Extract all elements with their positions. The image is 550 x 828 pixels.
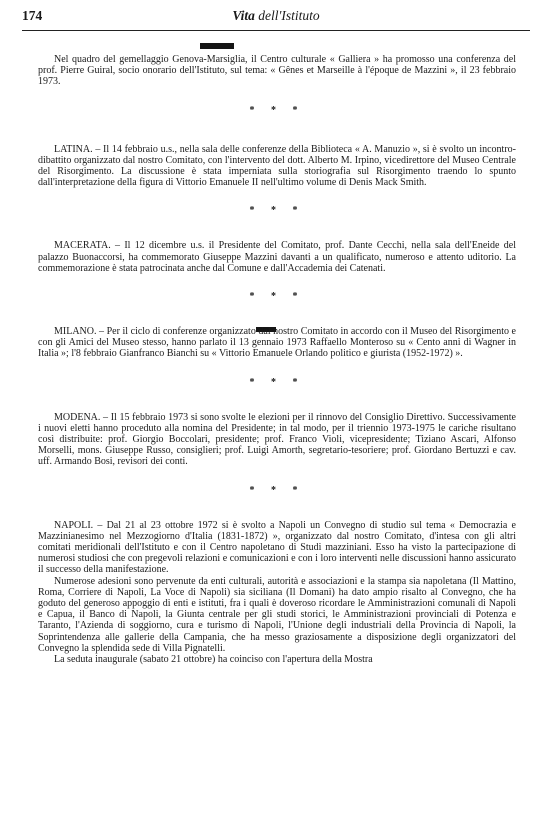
section-separator: * * * xyxy=(249,291,305,303)
running-title-main: Vita xyxy=(232,8,255,23)
paragraph-modena: MODENA. – Il 15 febbraio 1973 si sono svolte le elezioni per il rinnovo del Consiglio Direttivo. Successivamente i nuovi eletti hanno proceduto alla nomina del Presidente; in tal modo, per il triennio 1973-1975 le cariche risultano così distribuite: prof. Giorgio Boccolari, presidente; prof. Franco Violi, vicepresidente; Tiziano Ascari, Alfonso Morselli, mons. Giuseppe Russo, consiglieri; prof. Luigi Amorth, segretario-tesoriere; prof. Giordano Bertuzzi e cav. uff. Armando Bosi, revisori dei conti. xyxy=(38,411,516,468)
section-separator: * * * xyxy=(249,104,305,116)
paragraph-napoli-3: La seduta inaugurale (sabato 21 ottobre) ha coinciso con l'apertura della Mostra xyxy=(54,654,373,666)
paragraph-latina: LATINA. – Il 14 febbraio u.s., nella sala delle conferenze della Biblioteca « A. Manuzio », si è svolto un incontro-dibattito organizzato dal nostro Comitato, con l'intervento del dott. Alberto M. Irpino, vicedirettore del Museo Centrale del Risorgimento. La discussione è stata imperniata sulla storiografia sul Risorgimento traendo lo spunto dall'interpretazione della figura di Vittorio Emanuele II nell'ultimo volume di Denis Mack Smith. xyxy=(38,143,516,189)
page-body xyxy=(38,54,516,665)
section-separator: * * * xyxy=(249,484,305,496)
paragraph-napoli-1: NAPOLI. – Dal 21 al 23 ottobre 1972 si è svolto a Napoli un Convegno di studio sul tema « Democrazia e Mazzinianesimo nel Mezzogiorno d'Italia (1831-1872) », organizzato dal nostro Comitato, d'intesa con gli altri comitati meridionali dell'Istituto e con il Centro napoletano di Studi mazziniani. Esso ha visto la partecipazione di numerosi studiosi che con pregevoli relazioni e comunicazioni e con i loro interventi nelle discussioni hanno assicurato il successo della manifestazione. xyxy=(38,519,516,576)
paragraph-genova: Nel quadro del gemellaggio Genova-Marsiglia, il Centro culturale « Galliera » ha promosso una conferenza del prof. Pierre Guiral, socio onorario dell'Istituto, sul tema: « Gênes et Marseille à l'époque de Mazzini », il 23 febbraio 1973. xyxy=(38,54,516,88)
paragraph-milano: MILANO. – Per il ciclo di conferenze organizzato dal nostro Comitato in accordo con il Museo del Risorgimento e con gli Amici del Museo stesso, hanno parlato il 13 gennaio 1973 Raffaello Monteroso su « Cento anni di Wagner in Italia »; l'8 febbraio Gianfranco Bianchi su « Vittorio Emanuele Orlando politico e giurista (1952-1972) ». xyxy=(38,326,516,360)
page-header xyxy=(22,6,530,30)
running-title xyxy=(22,8,530,24)
running-title-rest: dell'Istituto xyxy=(258,8,320,23)
section-separator: * * * xyxy=(249,205,305,217)
section-separator: * * * xyxy=(249,376,305,388)
ink-mark xyxy=(200,43,234,49)
page-number: 174 xyxy=(22,8,43,23)
header-rule xyxy=(22,30,530,31)
paragraph-napoli-2: Numerose adesioni sono pervenute da enti culturali, autorità e associazioni e la stampa sia napoletana (Il Mattino, Roma, Corriere di Napoli, La Voce di Napoli) sia siciliana (Il Domani) ha dato ampio risalto al Convegno, che ha goduto del generoso appoggio di enti e istituti, fra i quali è doveroso ricordare le Amministrazioni comunali di Napoli e Capua, il Banco di Napoli, la Giunta centrale per gli studi storici, le Amministrazioni provinciali di Potenza e Taranto, l'Azienda di soggiorno, cura e turismo di Napoli, l'Unione degli industriali della Provincia di Napoli, la Soprintendenza alle gallerie della Campania, che ha messo graziosamente a disposizione degli organizzatori del Convegno la splendida sede di Villa Pignatelli. xyxy=(38,575,516,654)
paragraph-macerata: MACERATA. – Il 12 dicembre u.s. il Presidente del Comitato, prof. Dante Cecchi, nella sala dell'Eneide del palazzo Buonaccorsi, ha commemorato Giuseppe Mazzini davanti a un qualificato, numeroso e attento uditorio. La commemorazione è stata patrocinata anche dal Comune e dall'Accademia dei Catenati. xyxy=(38,240,516,274)
